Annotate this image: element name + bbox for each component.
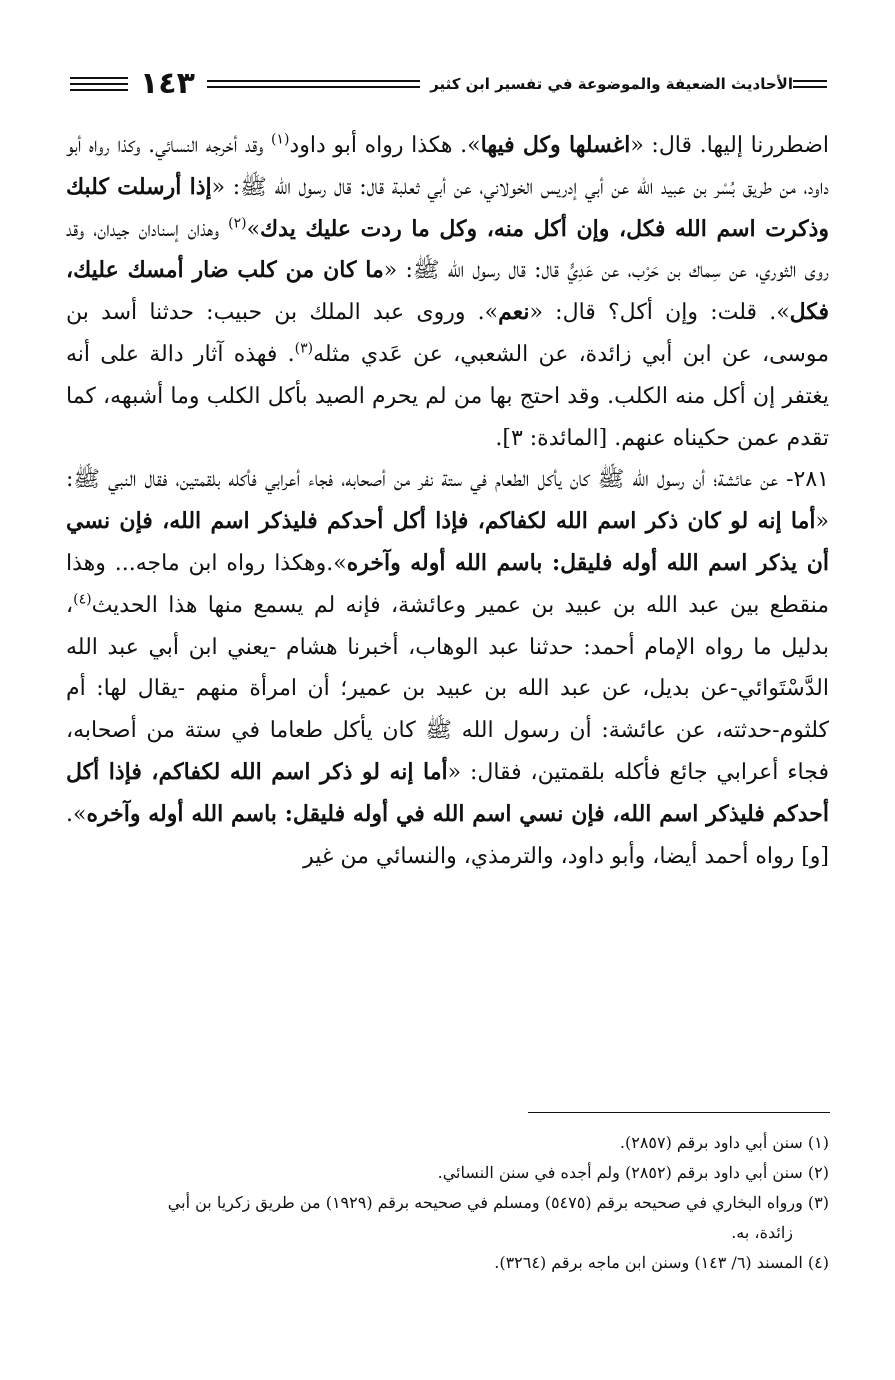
text-segment: ». هكذا رواه أبو داود [289,133,481,158]
footnotes [66,1128,829,1278]
text-segment: . فهذه آثار دالة على أنه يغتفر إن أكل منه الكلب. وقد احتج بها من لم يحرم الصيد بأكل الكلب وما أشبهه، كما تقدم عمن حكيناه عنهم. [المائدة: ٣]. [66,341,829,451]
hadith-quote: إذا أرسلت كلبك وذكرت اسم الله فكل، وإن أكل منه، وكل ما ردت عليك يدك [66,173,829,242]
hadith-quote: أما إنه لو ذكر اسم الله لكفاكم، فإذا أكل أحدكم فليذكر اسم الله، فإن نسي اسم الله في أوله فليقل: باسم الله أوله وآخره [66,758,829,827]
footnote-ref[interactable]: (٣) [294,340,314,357]
hadith-quote: ما كان من كلب ضار أمسك عليك، فكل [66,257,829,326]
footnote-ref[interactable]: (٤) [73,591,92,608]
text-segment: وقد أخرجه النسائي. وكذا رواه أبو داود، من طريق بُسْر بن عبيد الله عن أبي إدريس الخولاني، عن أبي ثعلبة قال: قال رسول الله ﷺ: « [66,133,829,200]
main-text [66,125,829,877]
text-segment: اضطررنا إليها. قال: « [630,133,830,158]
footnote-3-continuation: زائدة، به. [731,1223,793,1242]
text-segment: ». وروى عبد الملك بن حبيب: حدثنا أسد بن موسى، عن ابن أبي زائدة، عن الشعبي، عن عَدي مثله [66,300,830,367]
footnote-2: (٢) سنن أبي داود برقم (٢٨٥٢) ولم أجده في سنن النسائي. [437,1163,829,1182]
page-header [70,64,827,104]
hadith-quote: أما إنه لو كان ذكر اسم الله لكفاكم، فإذا أكل أحدكم فليذكر اسم الله، فإن نسي أن يذكر اسم الله أوله فليقل: باسم الله أوله وآخره [66,508,830,576]
footnote-3: (٣) ورواه البخاري في صحيحه برقم (٥٤٧٥) ومسلم في صحيحه برقم (١٩٢٩) من طريق زكريا بن أبي [167,1193,829,1212]
hadith-quote: اغسلها وكل فيها [480,132,631,158]
text-segment: ». قلت: وإن أكل؟ قال: « [529,300,790,326]
footnote-1: (١) سنن أبي داود برقم (٢٨٥٧). [619,1133,829,1152]
footnote-ref[interactable]: (١) [270,131,290,148]
footnote-4: (٤) المسند (٦/ ١٤٣) وسنن ابن ماجه برقم (٣٢٦٤). [494,1253,829,1272]
text-segment: وهذان إسنادان جيدان، وقد روى الثوري، عن سِماك بن حَرْب، عن عَدِيٍّ قال: قال رسول الله ﷺ: « [66,216,829,284]
header-rule-right [793,78,827,90]
text-segment: ». [و] رواه أحمد أيضا، وأبو داود، والترمذي، والنسائي من غير [66,801,829,869]
text-segment: » [246,216,261,242]
page-number: ١٤٣ [140,66,195,101]
text-segment: ، بدليل ما رواه الإمام أحمد: حدثنا عبد الوهاب، أخبرنا هشام -يعني ابن أبي عبد الله الدَّسْتَوائي-عن بديل، عن عبد الله بن عبيد بن عمير؛ أن امرأة منهم -يقال لها: أم كلثوم-حدثته، عن عائشة: أن رسول الله ﷺ كان يأكل طعاما في ستة من أصحابه، فجاء أعرابي جائع فأكله بلقمتين، فقال: « [66,592,829,785]
text-segment: ».وهكذا رواه ابن ماجه... وهذا منقطع بين عبد الله بن عبيد بن عمير وعائشة، فإنه لم يسمع منها هذا الحديث [66,550,829,618]
running-title: الأحاديث الضعيفة والموضوعة في تفسير ابن كثير [430,75,793,93]
paragraph-2 [66,459,829,877]
footnote-separator [528,1112,830,1113]
paragraph-1 [66,125,829,459]
footnote-ref[interactable]: (٢) [228,215,247,232]
hadith-quote: نعم [498,299,530,326]
header-rule-left [70,75,128,93]
header-rule-middle [207,78,420,90]
text-segment: ٢٨١- عن عائشة؛ أن رسول الله ﷺ كان يأكل الطعام في ستة نفر من أصحابه، فجاء أعرابي فأكله بلقمتين، فقال النبي ﷺ: « [66,467,829,535]
